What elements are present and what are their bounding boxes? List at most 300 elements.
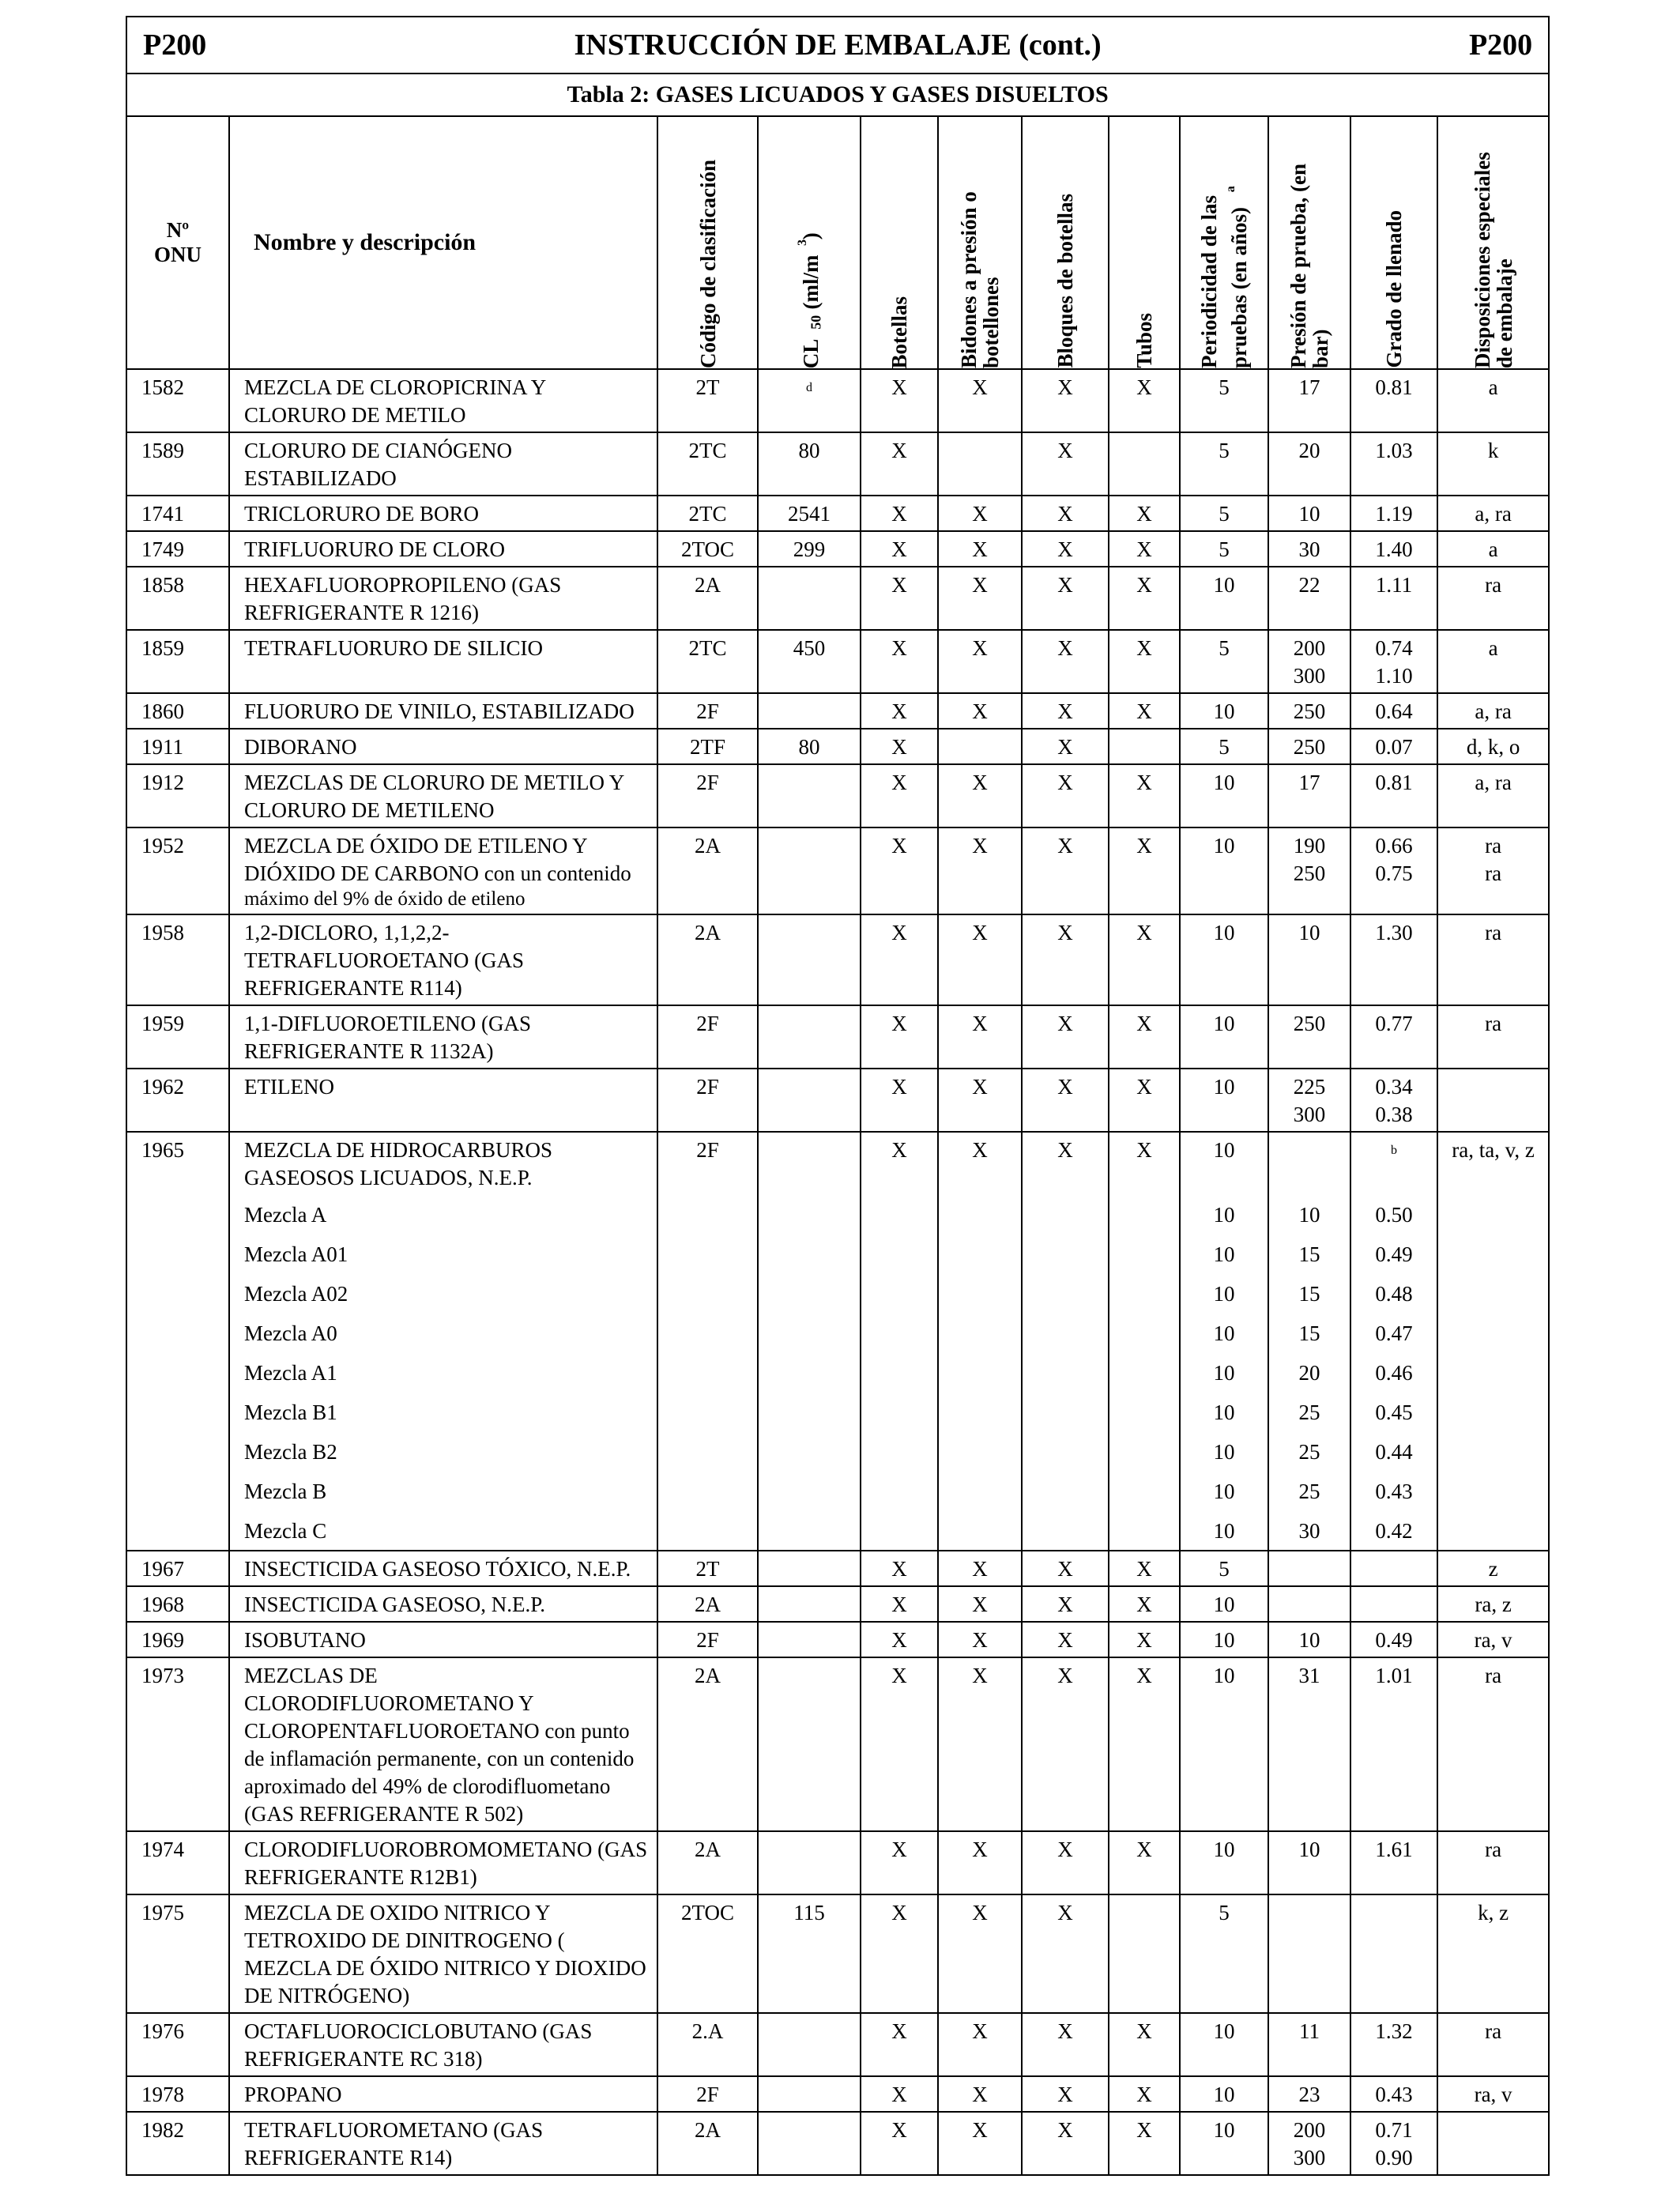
special-provisions-value: a, ra xyxy=(1475,502,1512,526)
special-provisions-value: z xyxy=(1488,1557,1498,1581)
bundles-mark-value: X xyxy=(1057,573,1073,597)
mixture-filling-ratio: 0.49 xyxy=(1350,1234,1437,1273)
filling-ratio xyxy=(1350,1005,1437,1069)
special-provisions-value: d, k, o xyxy=(1466,735,1520,759)
pressure-drums-mark xyxy=(938,729,1022,764)
special-provisions xyxy=(1437,1069,1549,1132)
cylinders-mark xyxy=(861,2112,938,2175)
mixture-subrow xyxy=(126,1194,1549,1234)
mixture-cell xyxy=(861,1352,938,1392)
mixture-cell xyxy=(126,1313,229,1352)
special-provisions-value: a xyxy=(1488,636,1498,660)
special-provisions-value: ra xyxy=(1485,1838,1502,1861)
mixture-cell xyxy=(758,1392,861,1431)
mixture-subrow xyxy=(126,1313,1549,1352)
onu-number-value: 1860 xyxy=(141,699,184,723)
tubes-mark-value: X xyxy=(1136,2019,1152,2043)
tubes-mark-value: X xyxy=(1136,1664,1152,1687)
cl50-value-value: 80 xyxy=(798,735,820,759)
mixture-cell xyxy=(1109,1510,1180,1551)
substance-name-text: MEZCLAS DE CLORODIFLUOROMETANO Y CLOROPENTAFLUOROETANO con punto de inflamación permanente, con un contenido aproximado del 49% de clorodifluometano (GAS REFRIGERANTE R 502) xyxy=(244,1664,635,1826)
filling-ratio xyxy=(1350,914,1437,1005)
special-provisions xyxy=(1437,693,1549,729)
special-provisions xyxy=(1437,1894,1549,2013)
special-provisions-value: ra, v xyxy=(1474,1628,1512,1652)
mixture-cell xyxy=(938,1194,1022,1234)
mixture-cell xyxy=(1437,1273,1549,1313)
mixture-cell xyxy=(657,1352,758,1392)
tubes-mark xyxy=(1109,1005,1180,1069)
classification-code-value: 2F xyxy=(696,1138,719,1162)
filling-ratio-value: 0.43 xyxy=(1375,2083,1413,2106)
mixture-cell xyxy=(657,1273,758,1313)
cylinders-mark xyxy=(861,729,938,764)
cylinders-mark xyxy=(861,1831,938,1894)
onu-number-value: 1952 xyxy=(141,834,184,858)
tubes-mark-value: X xyxy=(1136,537,1152,561)
mixture-cell xyxy=(758,1431,861,1471)
mixture-name: Mezcla A0 xyxy=(229,1313,657,1352)
substance-name xyxy=(229,2013,657,2076)
bundles-mark xyxy=(1022,531,1109,567)
test-period-value: 10 xyxy=(1213,771,1235,794)
cylinders-mark xyxy=(861,827,938,914)
onu-number-value: 1969 xyxy=(141,1628,184,1652)
special-provisions-value: a, ra xyxy=(1475,771,1512,794)
table-row xyxy=(126,1831,1549,1894)
bundles-mark xyxy=(1022,1622,1109,1657)
filling-ratio-value: 0.71 xyxy=(1375,2118,1413,2142)
filling-ratio xyxy=(1350,1551,1437,1586)
test-period-value: 10 xyxy=(1213,2019,1235,2043)
substance-name xyxy=(229,2076,657,2112)
mixture-cell xyxy=(1109,1234,1180,1273)
cylinders-mark-value: X xyxy=(891,1838,907,1861)
mixture-cell xyxy=(126,1234,229,1273)
classification-code xyxy=(657,496,758,531)
pressure-drums-mark-value: X xyxy=(972,1901,988,1924)
classification-code-value: 2.A xyxy=(691,2019,724,2043)
title-bar xyxy=(126,17,1549,74)
tubes-mark xyxy=(1109,827,1180,914)
tubes-mark-value: X xyxy=(1136,834,1152,858)
test-period-value: 10 xyxy=(1213,1138,1235,1162)
substance-name-text: INSECTICIDA GASEOSO TÓXICO, N.E.P. xyxy=(244,1557,631,1581)
filling-ratio-value: 0.49 xyxy=(1375,1628,1413,1652)
table-body-part1 xyxy=(126,369,1549,1132)
mixture-test-period: 10 xyxy=(1180,1510,1268,1551)
cylinders-mark-value: X xyxy=(891,537,907,561)
test-period-value: 10 xyxy=(1213,2118,1235,2142)
col-header-classification: Código de clasificación xyxy=(657,116,758,369)
pressure-drums-mark-value: X xyxy=(972,537,988,561)
mixture-test-period: 10 xyxy=(1180,1194,1268,1234)
onu-number-value: 1859 xyxy=(141,636,184,660)
bundles-mark-value: X xyxy=(1057,771,1073,794)
filling-ratio-value: 1.01 xyxy=(1375,1664,1413,1687)
mixture-name: Mezcla A xyxy=(229,1194,657,1234)
onu-number xyxy=(126,2076,229,2112)
bundles-mark xyxy=(1022,1005,1109,1069)
classification-code xyxy=(657,827,758,914)
filling-ratio xyxy=(1350,1069,1437,1132)
onu-number xyxy=(126,432,229,496)
cl50-value-value: 80 xyxy=(798,439,820,462)
special-provisions xyxy=(1437,1622,1549,1657)
bundles-mark-value: X xyxy=(1057,699,1073,723)
test-period-value: 10 xyxy=(1213,1593,1235,1616)
mixture-cell xyxy=(657,1234,758,1273)
mixture-cell xyxy=(657,1194,758,1234)
onu-number xyxy=(126,1657,229,1831)
test-pressure-value: 200 xyxy=(1293,2118,1326,2142)
cl50-value xyxy=(758,1586,861,1622)
column-header-row xyxy=(126,116,1549,369)
tubes-mark xyxy=(1109,1551,1180,1586)
substance-name-text: 1,2-DICLORO, 1,1,2,2-TETRAFLUOROETANO (GAS REFRIGERANTE R114) xyxy=(244,921,525,1000)
tubes-mark-value: X xyxy=(1136,636,1152,660)
special-provisions-value: a xyxy=(1488,537,1498,561)
col-header-special-provisions: Disposiciones especiales de embalaje xyxy=(1437,116,1549,369)
cl50-value xyxy=(758,764,861,827)
pressure-drums-mark-value: X xyxy=(972,2019,988,2043)
footnote-marker: d xyxy=(806,381,812,394)
substance-name-text: ISOBUTANO xyxy=(244,1628,366,1652)
mixture-cell xyxy=(1022,1313,1109,1352)
test-period-value: 10 xyxy=(1213,834,1235,858)
onu-number-value: 1967 xyxy=(141,1557,184,1581)
filling-ratio-value: 1.32 xyxy=(1375,2019,1413,2043)
mixture-name: Mezcla A02 xyxy=(229,1273,657,1313)
pressure-drums-mark xyxy=(938,2013,1022,2076)
pressure-drums-mark-value: X xyxy=(972,1075,988,1099)
classification-code-value: 2A xyxy=(695,1838,721,1861)
bundles-mark-value: X xyxy=(1057,1138,1073,1162)
filling-ratio xyxy=(1350,1586,1437,1622)
pressure-drums-mark xyxy=(938,1622,1022,1657)
mixture-cell xyxy=(1022,1510,1109,1551)
classification-code xyxy=(657,369,758,432)
cylinders-mark-value: X xyxy=(891,921,907,944)
mixture-cell xyxy=(1437,1510,1549,1551)
bundles-mark-value: X xyxy=(1057,834,1073,858)
table-row xyxy=(126,2112,1549,2175)
tubes-mark xyxy=(1109,1132,1180,1194)
tubes-mark xyxy=(1109,693,1180,729)
onu-number-value: 1982 xyxy=(141,2118,184,2142)
substance-name-note: máximo del 9% de óxido de etileno xyxy=(244,888,525,910)
test-period-value: 10 xyxy=(1213,1075,1235,1099)
pressure-drums-mark-value: X xyxy=(972,1628,988,1652)
test-pressure-value: 10 xyxy=(1298,1628,1320,1652)
classification-code-value: 2TOC xyxy=(680,537,734,561)
classification-code xyxy=(657,567,758,630)
substance-name-text: ETILENO xyxy=(244,1075,334,1099)
filling-ratio xyxy=(1350,1894,1437,2013)
substance-name xyxy=(229,1831,657,1894)
onu-number xyxy=(126,1132,229,1194)
test-period xyxy=(1180,1894,1268,2013)
tubes-mark xyxy=(1109,764,1180,827)
test-pressure-value: 22 xyxy=(1298,573,1320,597)
pressure-drums-mark xyxy=(938,2076,1022,2112)
test-pressure-value-2: 300 xyxy=(1293,664,1326,688)
tubes-mark-value: X xyxy=(1136,1593,1152,1616)
test-pressure xyxy=(1268,2013,1350,2076)
test-period xyxy=(1180,827,1268,914)
substance-name xyxy=(229,1005,657,1069)
classification-code xyxy=(657,2112,758,2175)
cl50-value xyxy=(758,1894,861,2013)
tubes-mark xyxy=(1109,729,1180,764)
table-row xyxy=(126,369,1549,432)
test-pressure-value-2: 300 xyxy=(1293,2146,1326,2169)
cylinders-mark xyxy=(861,1894,938,2013)
mixture-filling-ratio: 0.46 xyxy=(1350,1352,1437,1392)
pressure-drums-mark xyxy=(938,764,1022,827)
test-period-value: 10 xyxy=(1213,1628,1235,1652)
filling-ratio xyxy=(1350,432,1437,496)
substance-name-text: TRIFLUORURO DE CLORO xyxy=(244,537,506,561)
bundles-mark-value: X xyxy=(1057,1012,1073,1035)
cl50-value xyxy=(758,914,861,1005)
pressure-drums-mark xyxy=(938,496,1022,531)
mixture-subrow xyxy=(126,1352,1549,1392)
test-period xyxy=(1180,1831,1268,1894)
bundles-mark xyxy=(1022,496,1109,531)
pressure-drums-mark xyxy=(938,432,1022,496)
mixture-filling-ratio: 0.42 xyxy=(1350,1510,1437,1551)
onu-number-value: 1975 xyxy=(141,1901,184,1924)
onu-number-value: 1968 xyxy=(141,1593,184,1616)
pressure-drums-mark-value: X xyxy=(972,771,988,794)
mixture-cell xyxy=(861,1431,938,1471)
classification-code xyxy=(657,1831,758,1894)
mixture-cell xyxy=(126,1352,229,1392)
filling-ratio xyxy=(1350,2076,1437,2112)
cylinders-mark xyxy=(861,764,938,827)
test-period xyxy=(1180,496,1268,531)
mixture-cell xyxy=(758,1352,861,1392)
cl50-value xyxy=(758,1069,861,1132)
test-pressure xyxy=(1268,1831,1350,1894)
bundles-mark xyxy=(1022,1586,1109,1622)
cylinders-mark xyxy=(861,1069,938,1132)
cylinders-mark-value: X xyxy=(891,834,907,858)
mixture-cell xyxy=(758,1273,861,1313)
pressure-drums-mark xyxy=(938,1831,1022,1894)
mixture-cell xyxy=(938,1510,1022,1551)
bundles-mark-value: X xyxy=(1057,1664,1073,1687)
bundles-mark-value: X xyxy=(1057,921,1073,944)
bundles-mark xyxy=(1022,630,1109,693)
onu-number xyxy=(126,567,229,630)
cylinders-mark-value: X xyxy=(891,439,907,462)
mixture-cell xyxy=(1022,1352,1109,1392)
mixture-cell xyxy=(126,1392,229,1431)
test-pressure xyxy=(1268,1894,1350,2013)
substance-name-text: FLUORURO DE VINILO, ESTABILIZADO xyxy=(244,699,635,723)
pressure-drums-mark xyxy=(938,914,1022,1005)
mixture-test-pressure: 25 xyxy=(1268,1431,1350,1471)
cylinders-mark xyxy=(861,2076,938,2112)
cylinders-mark-value: X xyxy=(891,1628,907,1652)
mixture-name: Mezcla C xyxy=(229,1510,657,1551)
special-provisions xyxy=(1437,1132,1549,1194)
filling-ratio-value-2: 1.10 xyxy=(1375,664,1413,688)
bundles-mark xyxy=(1022,2013,1109,2076)
table-heading xyxy=(126,74,1549,116)
bundles-mark xyxy=(1022,1657,1109,1831)
cl50-value xyxy=(758,531,861,567)
tubes-mark xyxy=(1109,914,1180,1005)
classification-code xyxy=(657,1894,758,2013)
tubes-mark-value: X xyxy=(1136,1012,1152,1035)
bundles-mark-value: X xyxy=(1057,636,1073,660)
table-row xyxy=(126,1551,1549,1586)
mixture-name: Mezcla B xyxy=(229,1471,657,1510)
classification-code-value: 2A xyxy=(695,1664,721,1687)
filling-ratio xyxy=(1350,531,1437,567)
classification-code xyxy=(657,1132,758,1194)
filling-ratio xyxy=(1350,369,1437,432)
classification-code xyxy=(657,1586,758,1622)
tubes-mark-value: X xyxy=(1136,1138,1152,1162)
table-row xyxy=(126,630,1549,693)
pressure-drums-mark xyxy=(938,1132,1022,1194)
mixture-cell xyxy=(938,1234,1022,1273)
cylinders-mark-value: X xyxy=(891,1012,907,1035)
tubes-mark xyxy=(1109,630,1180,693)
test-period xyxy=(1180,1622,1268,1657)
mixture-test-pressure: 10 xyxy=(1268,1194,1350,1234)
test-pressure xyxy=(1268,827,1350,914)
onu-number-value: 1974 xyxy=(141,1838,184,1861)
special-provisions xyxy=(1437,369,1549,432)
pressure-drums-mark xyxy=(938,693,1022,729)
table-row xyxy=(126,1894,1549,2013)
test-period xyxy=(1180,2112,1268,2175)
onu-number-value: 1962 xyxy=(141,1075,184,1099)
substance-name xyxy=(229,1657,657,1831)
classification-code xyxy=(657,729,758,764)
test-period xyxy=(1180,1586,1268,1622)
test-pressure xyxy=(1268,1657,1350,1831)
test-period xyxy=(1180,432,1268,496)
mixture-cell xyxy=(657,1431,758,1471)
cl50-value xyxy=(758,729,861,764)
special-provisions-value: a, ra xyxy=(1475,699,1512,723)
pressure-drums-mark-value: X xyxy=(972,699,988,723)
test-pressure-value: 10 xyxy=(1298,1838,1320,1861)
mixture-filling-ratio: 0.50 xyxy=(1350,1194,1437,1234)
cylinders-mark-value: X xyxy=(891,2118,907,2142)
cylinders-mark xyxy=(861,1657,938,1831)
mixture-filling-ratio: 0.47 xyxy=(1350,1313,1437,1352)
filling-ratio xyxy=(1350,1132,1437,1194)
col-header-pressure-drums: Bidones a presión o botellones xyxy=(938,116,1022,369)
cl50-value-value: 450 xyxy=(793,636,826,660)
mixture-cell xyxy=(1022,1234,1109,1273)
test-period-value: 10 xyxy=(1213,573,1235,597)
table-row xyxy=(126,693,1549,729)
test-pressure xyxy=(1268,2076,1350,2112)
cylinders-mark-value: X xyxy=(891,771,907,794)
pressure-drums-mark-value: X xyxy=(972,1593,988,1616)
mixture-cell xyxy=(938,1313,1022,1352)
special-provisions-value: a xyxy=(1488,375,1498,399)
test-pressure-value: 200 xyxy=(1293,636,1326,660)
col-header-onu xyxy=(126,116,229,369)
mixture-cell xyxy=(758,1234,861,1273)
test-period-value: 5 xyxy=(1219,1901,1230,1924)
cl50-value xyxy=(758,630,861,693)
test-period xyxy=(1180,764,1268,827)
substance-name-text: TETRAFLUORURO DE SILICIO xyxy=(244,636,543,660)
substance-name-text: MEZCLAS DE CLORURO DE METILO Y CLORURO DE METILENO xyxy=(244,771,624,822)
pressure-drums-mark-value: X xyxy=(972,1557,988,1581)
test-period xyxy=(1180,1657,1268,1831)
pressure-drums-mark xyxy=(938,827,1022,914)
pressure-drums-mark xyxy=(938,369,1022,432)
mixture-cell xyxy=(1437,1471,1549,1510)
test-pressure-value: 225 xyxy=(1293,1075,1326,1099)
pressure-drums-mark xyxy=(938,1657,1022,1831)
pressure-drums-mark-value: X xyxy=(972,2083,988,2106)
tubes-mark-value: X xyxy=(1136,921,1152,944)
mixture-cell xyxy=(657,1471,758,1510)
col-header-tubes: Tubos xyxy=(1109,116,1180,369)
special-provisions-value: ra xyxy=(1485,1012,1502,1035)
test-pressure xyxy=(1268,1622,1350,1657)
substance-name xyxy=(229,729,657,764)
test-pressure xyxy=(1268,1586,1350,1622)
pressure-drums-mark-value: X xyxy=(972,2118,988,2142)
classification-code xyxy=(657,2013,758,2076)
substance-name-text: PROPANO xyxy=(244,2083,342,2106)
cylinders-mark xyxy=(861,567,938,630)
mixture-cell xyxy=(861,1510,938,1551)
cylinders-mark xyxy=(861,1622,938,1657)
test-pressure xyxy=(1268,729,1350,764)
test-period-value: 10 xyxy=(1213,2083,1235,2106)
mixture-cell xyxy=(758,1194,861,1234)
mixture-cell xyxy=(861,1471,938,1510)
cl50-value xyxy=(758,496,861,531)
special-provisions xyxy=(1437,531,1549,567)
bundles-mark xyxy=(1022,432,1109,496)
test-period xyxy=(1180,567,1268,630)
mixture-cell xyxy=(938,1471,1022,1510)
test-period xyxy=(1180,2076,1268,2112)
filling-ratio-value: 0.66 xyxy=(1375,834,1413,858)
tubes-mark xyxy=(1109,432,1180,496)
bundles-mark-value: X xyxy=(1057,1838,1073,1861)
classification-code xyxy=(657,693,758,729)
substance-name-text: MEZCLA DE HIDROCARBUROS GASEOSOS LICUADOS, N.E.P. xyxy=(244,1138,553,1189)
bundles-mark xyxy=(1022,914,1109,1005)
mixture-cell xyxy=(1022,1471,1109,1510)
bundles-mark xyxy=(1022,1551,1109,1586)
mixture-name: Mezcla B2 xyxy=(229,1431,657,1471)
test-period xyxy=(1180,729,1268,764)
substance-name xyxy=(229,914,657,1005)
mixture-subrow xyxy=(126,1510,1549,1551)
packing-instruction-table xyxy=(126,16,1550,2176)
special-provisions xyxy=(1437,764,1549,827)
test-period-value: 5 xyxy=(1219,735,1230,759)
classification-code-value: 2TC xyxy=(688,502,727,526)
